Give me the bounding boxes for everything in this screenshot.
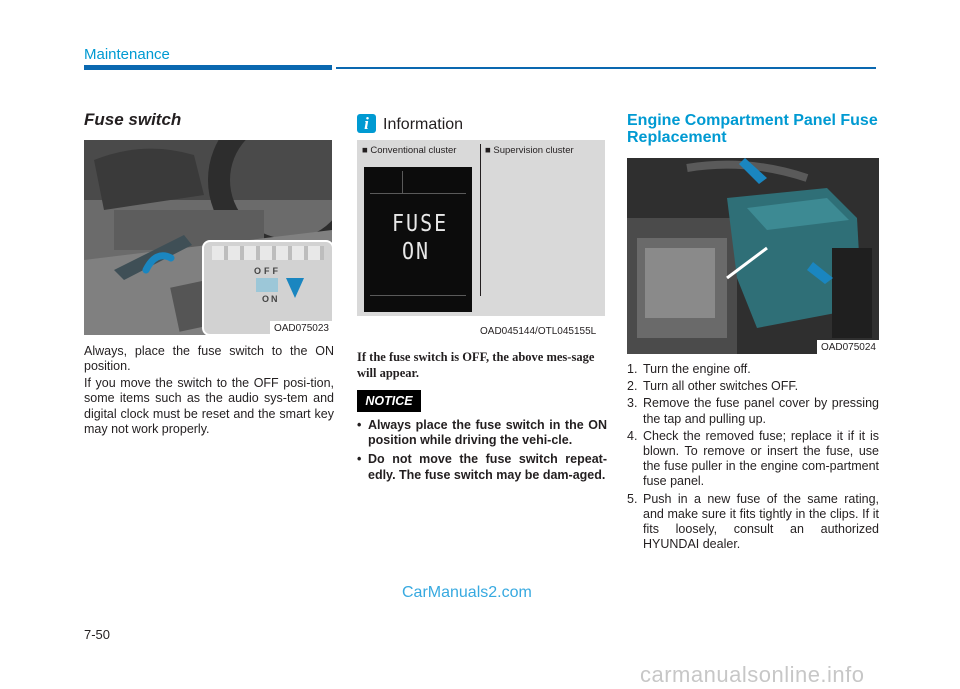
step-item [627, 362, 879, 377]
notice-list [357, 418, 607, 487]
engine-bay-illustration [627, 158, 879, 354]
step-item [627, 396, 879, 426]
fuse-switch-paragraph: Always, place the fuse switch to the ON position. [84, 344, 334, 374]
display-text-fuse: FUSE [392, 209, 449, 237]
cluster-image-code: OAD045144/OTL045155L [480, 326, 597, 337]
cluster-label-supervision: ■ Supervision cluster [485, 145, 574, 156]
information-heading: Information [383, 116, 464, 133]
step-number: 1. [627, 362, 638, 376]
step-text: Remove the fuse panel cover by pressing the tap and pulling up. [643, 396, 879, 426]
screen-line-bottom [370, 295, 466, 296]
step-text: Turn the engine off. [643, 362, 751, 376]
step-number: 5. [627, 491, 638, 506]
step-number: 4. [627, 428, 638, 443]
watermark-link[interactable]: CarManuals2.com [402, 584, 532, 601]
image-code: OAD075023 [270, 321, 332, 335]
fuse-switch-paragraph: If you move the switch to the OFF posi-tion, some items such as the audio sys-tem and digital clock must be reset and the smart key may not work properly. [84, 376, 334, 437]
cluster-screen [364, 167, 472, 312]
inset-off-label: OFF [254, 266, 281, 276]
cluster-divider [480, 144, 481, 296]
fuse-switch-heading: Fuse switch [84, 110, 182, 129]
step-item [627, 379, 879, 394]
fuse-switch-photo [84, 140, 332, 335]
step-item [627, 429, 879, 490]
step-text: Push in a new fuse of the same rating, and make sure it fits tightly in the clips. If it fits loosely, consult an authorized HYUNDAI dealer. [643, 491, 879, 552]
replacement-steps [627, 362, 879, 554]
information-icon: i [357, 114, 376, 133]
site-watermark: carmanualsonline.info [640, 662, 865, 687]
screen-line-vertical [402, 171, 403, 193]
down-arrow-icon [286, 278, 304, 298]
engine-panel-heading: Engine Compartment Panel Fuse Replacement [627, 112, 878, 146]
page-number: 7-50 [84, 627, 111, 642]
notice-badge: NOTICE [357, 390, 421, 412]
step-text: Turn all other switches OFF. [643, 379, 799, 394]
notice-item: • Do not move the fuse switch repeat-edly. The fuse switch may be dam-aged. [357, 452, 607, 482]
cluster-label-conventional: ■ Conventional cluster [362, 145, 457, 156]
header-rule-thick [84, 65, 332, 70]
section-title: Maintenance [84, 46, 170, 63]
step-number: 3. [627, 396, 638, 411]
engine-panel-photo [627, 158, 879, 354]
inset-on-label: ON [262, 294, 280, 304]
header-rule-thin [336, 67, 876, 69]
notice-item: • Always place the fuse switch in the ON position while driving the vehi-cle. [357, 418, 607, 448]
step-text: Check the removed fuse; replace it if it is blown. To remove or insert the fuse, use the fuse puller in the engine com-partment fuse panel. [643, 428, 879, 489]
step-item [627, 492, 879, 553]
information-message: If the fuse switch is OFF, the above mes-sage will appear. [357, 350, 595, 380]
fuse-switch-knob [256, 278, 278, 292]
fuse-row-graphic [212, 246, 324, 260]
screen-line-top [370, 193, 466, 194]
step-number: 2. [627, 379, 638, 394]
display-text-on: ON [402, 237, 431, 265]
image-code: OAD075024 [817, 340, 879, 354]
